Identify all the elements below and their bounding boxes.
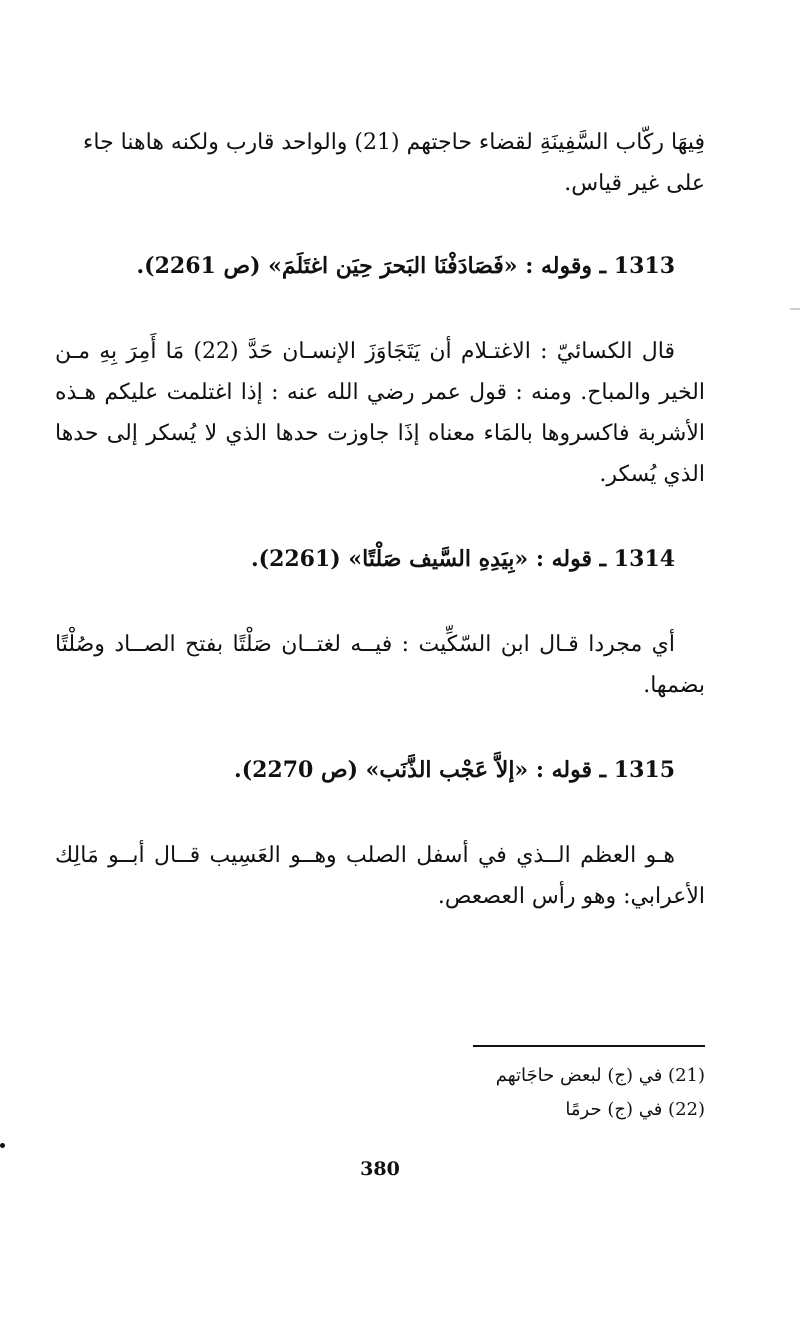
paragraph-line: فِيهَا ركّاب السَّفِينَةِ لقضاء حاجتهم (21) والواحد قارب ولكنه هاهنا جاء <box>83 130 705 155</box>
paragraph-continuation <box>55 122 705 204</box>
paragraph-line: على غير قياس. <box>564 171 705 196</box>
paragraph-ightilam: قال الكسائيّ : الاغتـلام أن يَتَجَاوَزَ الإنسـان حَدَّ (22) مَا أَمِرَ بِهِ مـن الخير والمباح. ومنه : قول عمر رضي الله عنه : إذا اغتلمت عليكم هـذه الأشربة فاكسروها بالمَاء معناه إذَا جاوزت حدها الذي لا يُسكر إلى حدها الذي يُسكر. <box>55 339 705 487</box>
footnote-22: (22) في (ج) حرمًا <box>565 1099 705 1120</box>
footnotes <box>300 1059 705 1127</box>
scan-artifact-mark <box>790 308 800 310</box>
entry-heading-1315: 1315 ـ قوله : «إلاَّ عَجْب الذَّنَب» (ص 2270). <box>234 757 675 783</box>
paragraph-ajb-adh-dhanab: هـو العظم الــذي في أسفل الصلب وهــو العَسِيب قــال أبــو مَالِك الأعرابي: وهو رأس العصعص. <box>55 843 705 909</box>
scan-artifact-dot <box>0 1143 5 1148</box>
entry-heading-1313: 1313 ـ وقوله : «فَصَادَفْنَا البَحرَ حِيَن اغتَلَمَ» (ص 2261). <box>136 253 675 279</box>
paragraph-saltan: أي مجردا قـال ابن السّكِّيت : فيــه لغتــان صَلْتًا بفتح الصــاد وصُلْتًا بضمها. <box>55 632 705 698</box>
entry-heading-1314: 1314 ـ قوله : «بِيَدِهِ السَّيف صَلْتًا» (2261). <box>250 546 675 572</box>
page-text-block <box>55 122 705 917</box>
page-number: 380 <box>360 1158 400 1180</box>
footnote-21: (21) في (ج) لبعض حاجَاتهم <box>495 1065 705 1086</box>
footnote-divider <box>473 1045 705 1047</box>
